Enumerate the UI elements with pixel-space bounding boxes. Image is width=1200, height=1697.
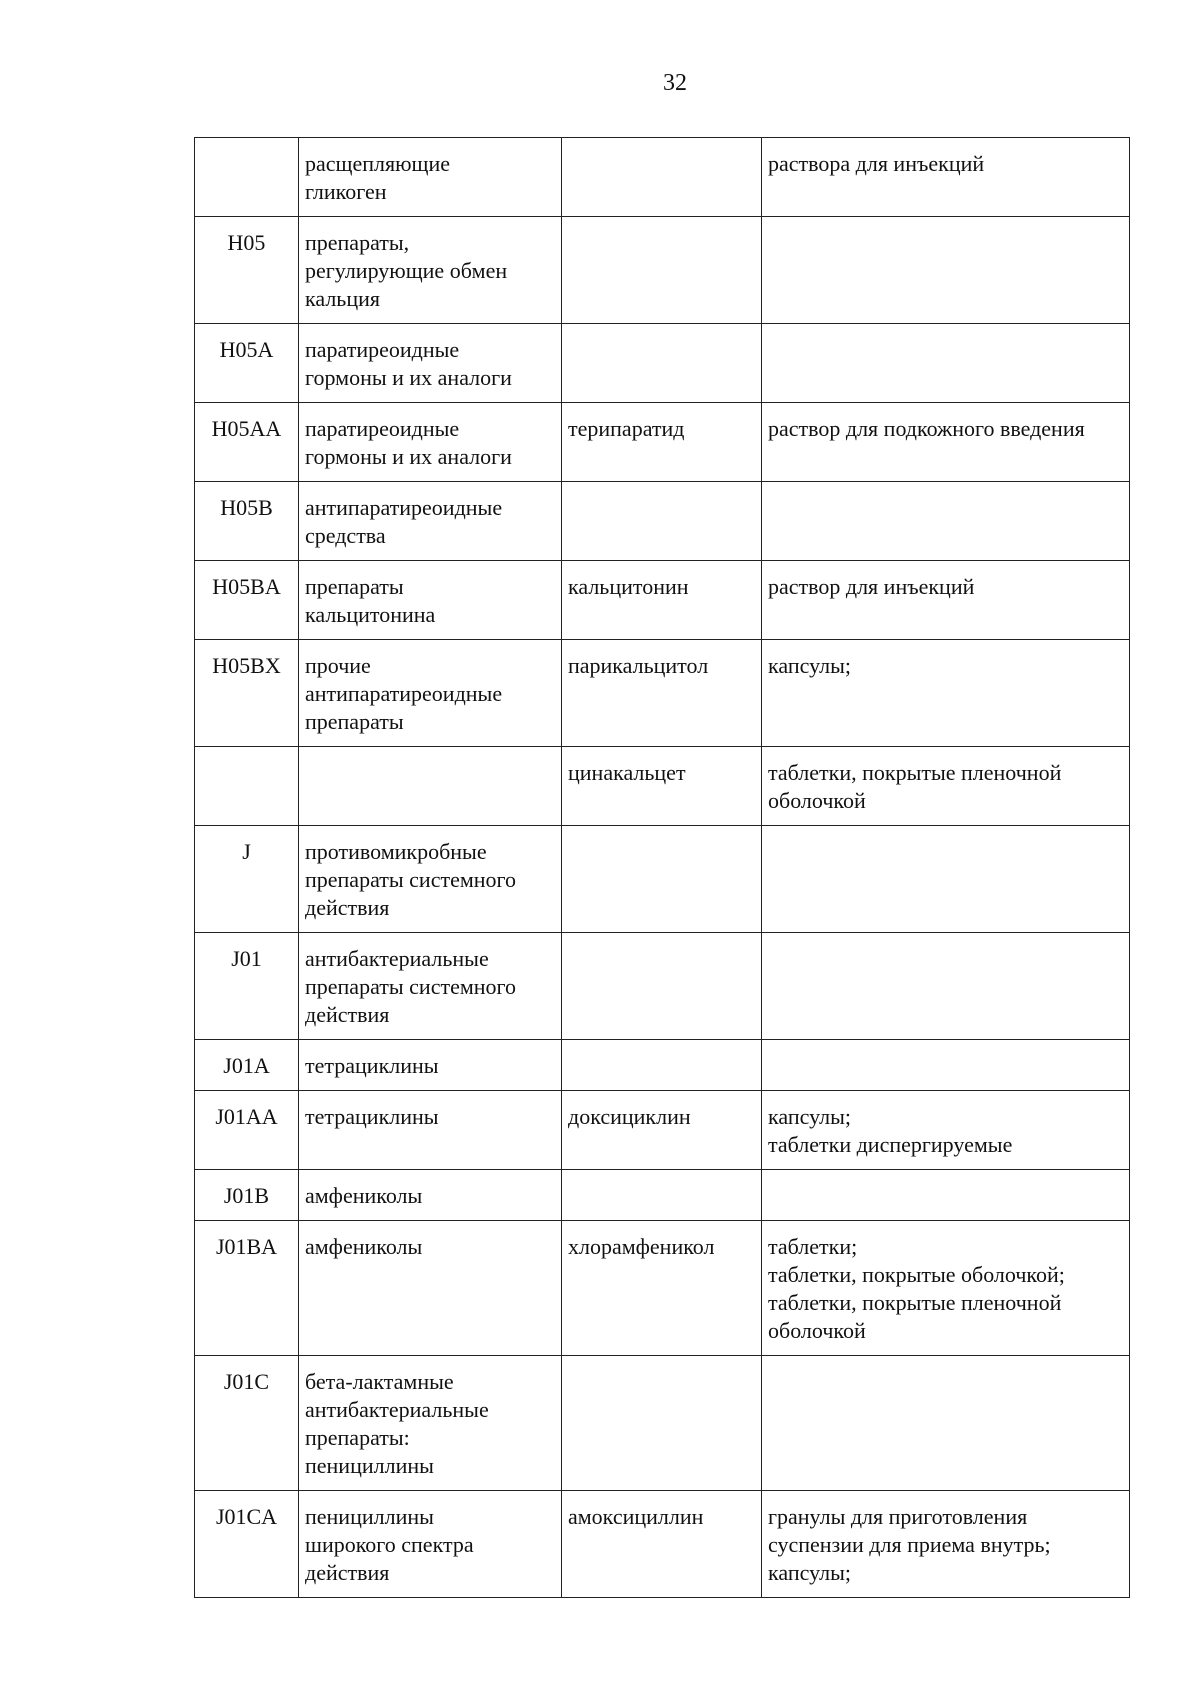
table-row — [195, 403, 1130, 482]
atc-code-cell: J01A — [195, 1040, 299, 1091]
atc-code-cell — [195, 138, 299, 217]
atc-code-cell: J01 — [195, 933, 299, 1040]
atc-group-cell: препараты, регулирующие обмен кальция — [299, 217, 562, 324]
atc-group-cell: препараты кальцитонина — [299, 561, 562, 640]
dosage-form-cell: таблетки; таблетки, покрытые оболочкой; таблетки, покрытые пленочной оболочкой — [762, 1221, 1130, 1356]
atc-code-cell: H05BA — [195, 561, 299, 640]
table-row — [195, 1170, 1130, 1221]
table-row — [195, 640, 1130, 747]
drug-name-cell — [562, 138, 762, 217]
dosage-form-cell: таблетки, покрытые пленочной оболочкой — [762, 747, 1130, 826]
dosage-form-cell — [762, 1170, 1130, 1221]
atc-code-cell: J01BA — [195, 1221, 299, 1356]
atc-code-cell: H05B — [195, 482, 299, 561]
table-row — [195, 1491, 1130, 1598]
table-row — [195, 482, 1130, 561]
dosage-form-cell — [762, 1356, 1130, 1491]
atc-group-cell: паратиреоидные гормоны и их аналоги — [299, 324, 562, 403]
atc-code-cell: J01CA — [195, 1491, 299, 1598]
dosage-form-cell: капсулы; таблетки диспергируемые — [762, 1091, 1130, 1170]
drug-name-cell — [562, 1040, 762, 1091]
table-row — [195, 217, 1130, 324]
atc-code-cell — [195, 747, 299, 826]
atc-group-cell: расщепляющие гликоген — [299, 138, 562, 217]
atc-group-cell: антипаратиреоидные средства — [299, 482, 562, 561]
dosage-form-cell — [762, 1040, 1130, 1091]
atc-code-cell: H05BX — [195, 640, 299, 747]
drug-name-cell — [562, 217, 762, 324]
table-row — [195, 1040, 1130, 1091]
drug-name-cell — [562, 324, 762, 403]
table-row — [195, 1221, 1130, 1356]
atc-group-cell: тетрациклины — [299, 1091, 562, 1170]
atc-code-cell: J01AA — [195, 1091, 299, 1170]
drug-name-cell — [562, 482, 762, 561]
dosage-form-cell: раствор для инъекций — [762, 561, 1130, 640]
dosage-form-cell: гранулы для приготовления суспензии для приема внутрь; капсулы; — [762, 1491, 1130, 1598]
page-number: 32 — [663, 70, 687, 96]
atc-code-cell: J — [195, 826, 299, 933]
dosage-form-cell: раствор для подкожного введения — [762, 403, 1130, 482]
drug-name-cell: парикальцитол — [562, 640, 762, 747]
atc-group-cell: амфениколы — [299, 1221, 562, 1356]
drug-name-cell: хлорамфеникол — [562, 1221, 762, 1356]
atc-code-cell: J01B — [195, 1170, 299, 1221]
drug-name-cell — [562, 826, 762, 933]
drug-name-cell — [562, 1170, 762, 1221]
table-row — [195, 747, 1130, 826]
atc-code-cell: H05 — [195, 217, 299, 324]
dosage-form-cell: раствора для инъекций — [762, 138, 1130, 217]
atc-group-cell: прочие антипаратиреоидные препараты — [299, 640, 562, 747]
drug-name-cell: цинакальцет — [562, 747, 762, 826]
atc-code-cell: J01C — [195, 1356, 299, 1491]
atc-group-cell: антибактериальные препараты системного действия — [299, 933, 562, 1040]
dosage-form-cell: капсулы; — [762, 640, 1130, 747]
table-row — [195, 324, 1130, 403]
dosage-form-cell — [762, 933, 1130, 1040]
atc-group-cell — [299, 747, 562, 826]
table-row — [195, 933, 1130, 1040]
drug-name-cell: амоксициллин — [562, 1491, 762, 1598]
dosage-form-cell — [762, 324, 1130, 403]
drug-name-cell: доксициклин — [562, 1091, 762, 1170]
drug-table — [194, 137, 1130, 1598]
dosage-form-cell — [762, 217, 1130, 324]
atc-group-cell: пенициллины широкого спектра действия — [299, 1491, 562, 1598]
drug-name-cell: кальцитонин — [562, 561, 762, 640]
atc-group-cell: бета-лактамные антибактериальные препараты: пенициллины — [299, 1356, 562, 1491]
atc-group-cell: противомикробные препараты системного действия — [299, 826, 562, 933]
atc-code-cell: H05AA — [195, 403, 299, 482]
drug-name-cell — [562, 933, 762, 1040]
table-row — [195, 138, 1130, 217]
dosage-form-cell — [762, 482, 1130, 561]
atc-code-cell: H05A — [195, 324, 299, 403]
atc-group-cell: амфениколы — [299, 1170, 562, 1221]
dosage-form-cell — [762, 826, 1130, 933]
drug-name-cell — [562, 1356, 762, 1491]
atc-group-cell: тетрациклины — [299, 1040, 562, 1091]
table-row — [195, 1091, 1130, 1170]
atc-group-cell: паратиреоидные гормоны и их аналоги — [299, 403, 562, 482]
table-row — [195, 826, 1130, 933]
table-row — [195, 1356, 1130, 1491]
drug-name-cell: терипаратид — [562, 403, 762, 482]
table-row — [195, 561, 1130, 640]
